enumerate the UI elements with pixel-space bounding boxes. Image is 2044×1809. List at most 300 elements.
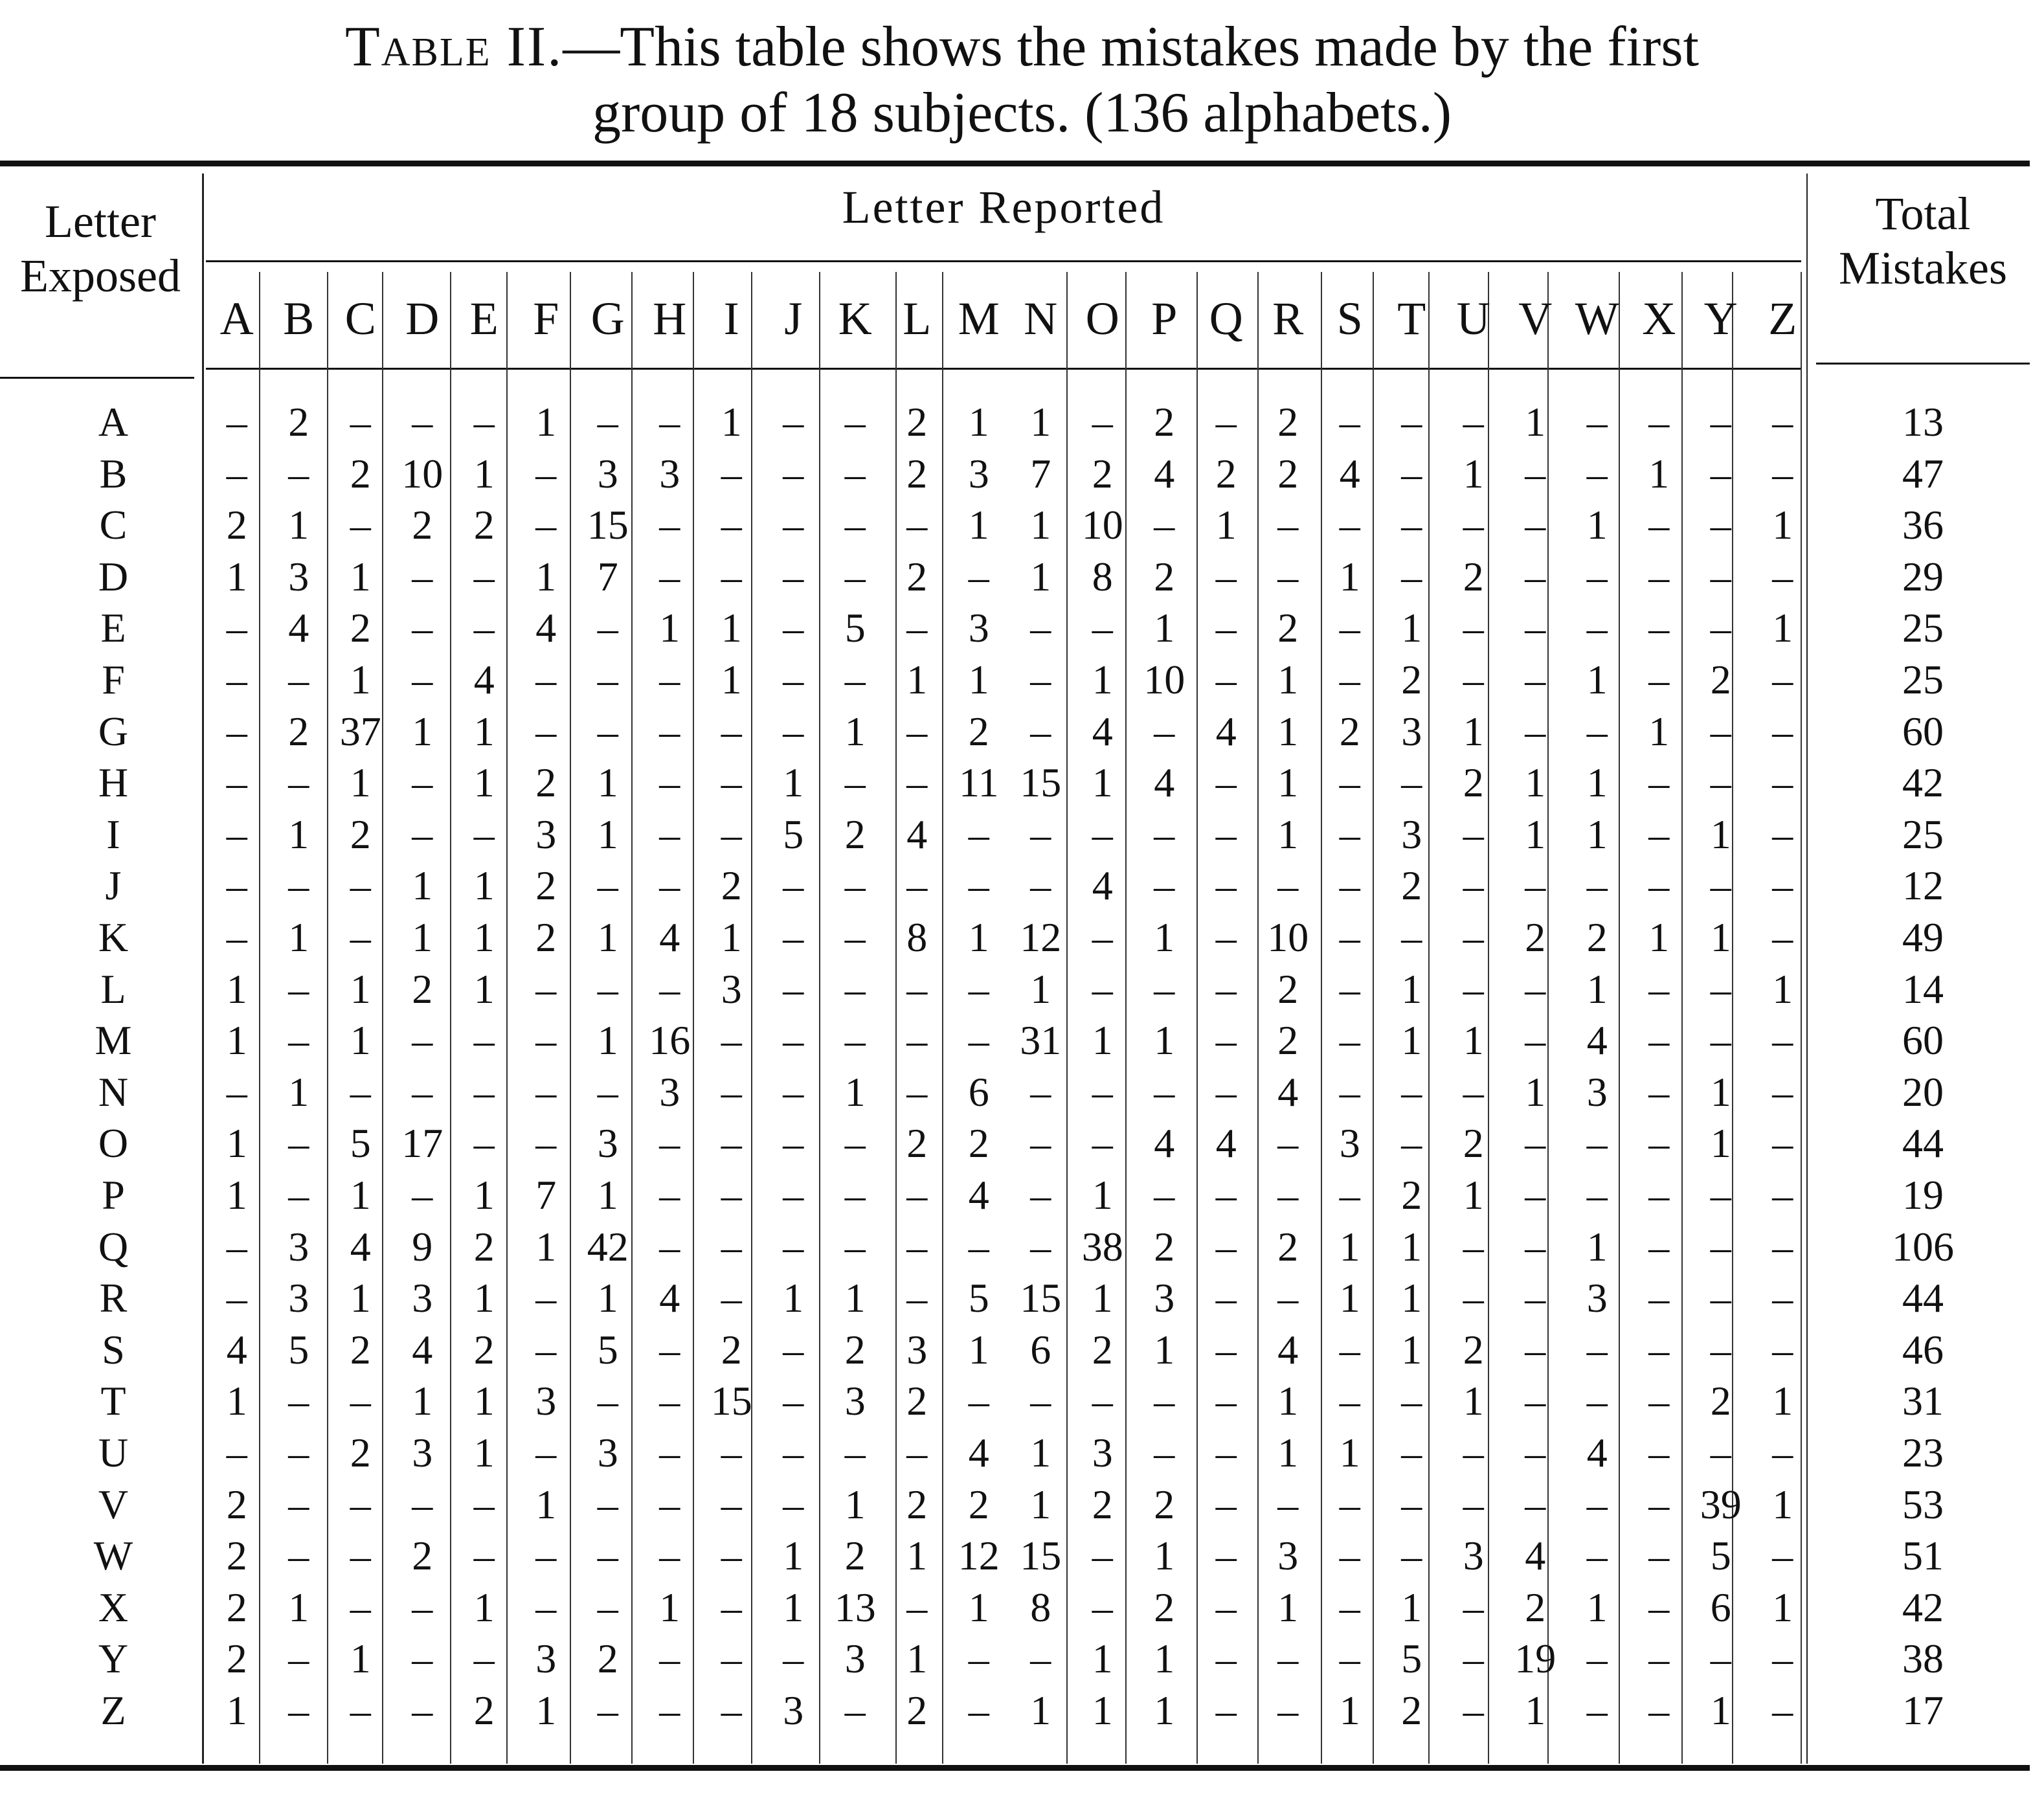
cell-y-b: – xyxy=(288,1635,309,1682)
row-label-r: R xyxy=(99,1275,128,1321)
cell-z-o: 1 xyxy=(1092,1687,1113,1733)
cell-a-a: – xyxy=(226,399,247,445)
cell-d-o: 8 xyxy=(1092,553,1113,600)
total-mistakes-w: 51 xyxy=(1902,1533,1944,1579)
cell-m-z: – xyxy=(1772,1017,1793,1064)
cell-z-m: – xyxy=(968,1687,989,1733)
cell-j-i: 2 xyxy=(721,862,742,909)
cell-d-u: 2 xyxy=(1463,553,1484,600)
cell-v-z: 1 xyxy=(1772,1481,1793,1527)
cell-o-j: – xyxy=(783,1120,804,1167)
cell-m-q: – xyxy=(1215,1017,1237,1064)
cell-t-e: 1 xyxy=(473,1378,495,1424)
cell-g-t: 3 xyxy=(1401,708,1422,754)
cell-q-f: 1 xyxy=(535,1223,557,1270)
column-header-k: K xyxy=(838,293,872,344)
cell-s-a: 4 xyxy=(226,1326,247,1373)
cell-c-u: – xyxy=(1463,502,1484,548)
cell-d-p: 2 xyxy=(1154,553,1175,600)
cell-y-s: – xyxy=(1339,1635,1360,1682)
cell-d-t: – xyxy=(1401,553,1422,600)
cell-h-b: – xyxy=(288,759,309,806)
cell-h-l: – xyxy=(906,759,928,806)
row-label-o: O xyxy=(98,1120,129,1167)
cell-u-m: 4 xyxy=(968,1430,989,1476)
total-mistakes-m: 60 xyxy=(1902,1017,1944,1064)
cell-l-w: 1 xyxy=(1586,965,1608,1012)
cell-n-p: – xyxy=(1154,1068,1175,1115)
cell-b-k: – xyxy=(844,450,866,497)
cell-g-w: – xyxy=(1586,708,1608,754)
cell-f-b: – xyxy=(288,657,309,702)
cell-f-o: 1 xyxy=(1092,657,1113,702)
cell-n-m: 6 xyxy=(968,1068,989,1115)
cell-h-u: 2 xyxy=(1463,759,1484,806)
cell-f-e: 4 xyxy=(473,657,495,702)
cell-x-b: 1 xyxy=(288,1584,309,1630)
cell-t-c: – xyxy=(350,1378,371,1424)
cell-q-m: – xyxy=(968,1223,989,1270)
cell-u-k: – xyxy=(844,1430,866,1476)
cell-o-x: – xyxy=(1648,1120,1670,1167)
cell-x-z: 1 xyxy=(1772,1584,1793,1630)
cell-y-g: 2 xyxy=(597,1635,618,1682)
cell-u-o: 3 xyxy=(1092,1430,1113,1476)
cell-c-k: – xyxy=(844,502,866,548)
row-label-g: G xyxy=(98,708,129,754)
cell-t-w: – xyxy=(1586,1378,1608,1424)
cell-z-v: 1 xyxy=(1525,1687,1546,1733)
letter-reported-underline xyxy=(206,260,1801,262)
cell-b-c: 2 xyxy=(350,450,371,497)
cell-w-a: 2 xyxy=(226,1533,247,1579)
cell-j-k: – xyxy=(844,862,866,909)
cell-u-i: – xyxy=(721,1430,742,1476)
cell-t-f: 3 xyxy=(535,1378,557,1424)
cell-f-c: 1 xyxy=(350,657,371,702)
cell-w-c: – xyxy=(350,1533,371,1579)
cell-u-z: – xyxy=(1772,1430,1793,1476)
total-mistakes-p: 19 xyxy=(1902,1172,1944,1218)
cell-s-p: 1 xyxy=(1154,1326,1175,1373)
total-mistakes-v: 53 xyxy=(1902,1481,1944,1527)
cell-k-h: 4 xyxy=(659,914,680,960)
total-mistakes-j: 12 xyxy=(1902,862,1944,909)
cell-r-e: 1 xyxy=(473,1275,495,1321)
cell-f-x: – xyxy=(1648,657,1670,702)
cell-r-d: 3 xyxy=(412,1275,433,1321)
cell-y-u: – xyxy=(1463,1635,1484,1682)
cell-a-f: 1 xyxy=(535,399,557,445)
cell-i-c: 2 xyxy=(350,811,371,857)
cell-v-b: – xyxy=(288,1481,309,1527)
cell-z-c: – xyxy=(350,1687,371,1733)
total-mistakes-g: 60 xyxy=(1902,708,1944,754)
cell-m-b: – xyxy=(288,1017,309,1064)
cell-i-a: – xyxy=(226,811,247,857)
letter-reported-header: Letter Reported xyxy=(842,181,1165,233)
cell-y-f: 3 xyxy=(535,1635,557,1682)
cell-n-s: – xyxy=(1339,1068,1360,1115)
cell-x-j: 1 xyxy=(783,1584,804,1630)
cell-k-b: 1 xyxy=(288,914,309,960)
column-header-s: S xyxy=(1336,293,1363,344)
cell-m-c: 1 xyxy=(350,1017,371,1064)
cell-y-h: – xyxy=(659,1635,680,1682)
cell-i-k: 2 xyxy=(844,811,866,857)
cell-l-v: – xyxy=(1525,965,1546,1012)
cell-u-b: – xyxy=(288,1430,309,1476)
cell-p-j: – xyxy=(783,1172,804,1218)
cell-p-p: – xyxy=(1154,1172,1175,1218)
cell-u-p: – xyxy=(1154,1430,1175,1476)
cell-t-l: 2 xyxy=(906,1378,928,1424)
cell-d-k: – xyxy=(844,553,866,600)
cell-j-l: – xyxy=(906,862,928,909)
cell-i-z: – xyxy=(1772,811,1793,857)
cell-s-b: 5 xyxy=(288,1326,309,1373)
cell-r-x: – xyxy=(1648,1275,1670,1321)
cell-f-q: – xyxy=(1215,657,1237,702)
cell-f-g: – xyxy=(597,657,618,702)
letter-exposed-line2: Exposed xyxy=(20,250,181,302)
cell-r-z: – xyxy=(1772,1275,1793,1321)
cell-d-e: – xyxy=(473,553,495,600)
cell-l-q: – xyxy=(1215,965,1237,1012)
cell-u-v: – xyxy=(1525,1430,1546,1476)
cell-p-b: – xyxy=(288,1172,309,1218)
cell-a-d: – xyxy=(412,399,433,445)
cell-y-t: 5 xyxy=(1401,1635,1422,1682)
cell-d-z: – xyxy=(1772,553,1793,600)
cell-i-d: – xyxy=(412,811,433,857)
cell-p-o: 1 xyxy=(1092,1172,1113,1218)
row-label-n: N xyxy=(98,1068,129,1115)
cell-i-o: – xyxy=(1092,811,1113,857)
cell-a-g: – xyxy=(597,399,618,445)
cell-b-y: – xyxy=(1710,450,1731,497)
cell-p-a: 1 xyxy=(226,1172,247,1218)
cell-h-f: 2 xyxy=(535,759,557,806)
cell-f-z: – xyxy=(1772,657,1793,702)
row-label-k: K xyxy=(98,914,129,960)
cell-q-s: 1 xyxy=(1339,1223,1360,1270)
column-header-q: Q xyxy=(1209,293,1243,344)
cell-r-c: 1 xyxy=(350,1275,371,1321)
cell-d-y: – xyxy=(1710,553,1731,600)
cell-l-d: 2 xyxy=(412,965,433,1012)
total-line2: Mistakes xyxy=(1839,242,2007,294)
cell-m-r: 2 xyxy=(1277,1017,1299,1064)
cell-l-p: – xyxy=(1154,965,1175,1012)
cell-d-b: 3 xyxy=(288,553,309,600)
cell-y-w: – xyxy=(1586,1635,1608,1682)
cell-o-m: 2 xyxy=(968,1120,989,1167)
cell-j-c: – xyxy=(350,862,371,909)
cell-s-t: 1 xyxy=(1401,1326,1422,1373)
cell-l-x: – xyxy=(1648,965,1670,1012)
total-mistakes-d: 29 xyxy=(1902,553,1944,600)
cell-a-b: 2 xyxy=(288,399,309,445)
row-label-j: J xyxy=(105,862,122,909)
cell-o-h: – xyxy=(659,1120,680,1167)
cell-p-u: 1 xyxy=(1463,1172,1484,1218)
cell-m-h: 16 xyxy=(649,1017,691,1064)
total-mistakes-t: 31 xyxy=(1902,1378,1944,1424)
cell-a-n: 1 xyxy=(1030,399,1051,445)
cell-q-z: – xyxy=(1772,1223,1793,1270)
cell-g-m: 2 xyxy=(968,708,989,754)
cell-t-v: – xyxy=(1525,1378,1546,1424)
cell-t-b: – xyxy=(288,1378,309,1424)
cell-b-g: 3 xyxy=(597,450,618,497)
cell-v-j: – xyxy=(783,1481,804,1527)
cell-q-k: – xyxy=(844,1223,866,1270)
cell-m-m: – xyxy=(968,1017,989,1064)
cell-q-t: 1 xyxy=(1401,1223,1422,1270)
cell-r-n: 15 xyxy=(1020,1275,1062,1321)
cell-v-u: – xyxy=(1463,1481,1484,1527)
cell-z-l: 2 xyxy=(906,1687,928,1733)
column-header-t: T xyxy=(1397,293,1426,344)
cell-u-f: – xyxy=(535,1430,557,1476)
cell-j-b: – xyxy=(288,862,309,909)
cell-x-v: 2 xyxy=(1525,1584,1546,1630)
cell-j-d: 1 xyxy=(412,862,433,909)
row-label-t: T xyxy=(100,1378,126,1424)
cell-h-e: 1 xyxy=(473,759,495,806)
cell-y-j: – xyxy=(783,1635,804,1682)
cell-j-z: – xyxy=(1772,862,1793,909)
cell-z-q: – xyxy=(1215,1687,1237,1733)
cell-v-p: 2 xyxy=(1154,1481,1175,1527)
cell-r-j: 1 xyxy=(783,1275,804,1321)
total-mistakes-s: 46 xyxy=(1902,1326,1944,1373)
cell-l-s: – xyxy=(1339,965,1360,1012)
cell-u-s: 1 xyxy=(1339,1430,1360,1476)
cell-s-w: – xyxy=(1586,1326,1608,1373)
cell-b-d: 10 xyxy=(401,450,444,497)
cell-t-m: – xyxy=(968,1378,989,1424)
cell-f-l: 1 xyxy=(906,657,928,702)
cell-r-m: 5 xyxy=(968,1275,989,1321)
cell-c-t: – xyxy=(1401,502,1422,548)
column-header-e: E xyxy=(469,293,499,344)
cell-h-i: – xyxy=(721,759,742,806)
cell-c-q: 1 xyxy=(1215,502,1237,548)
cell-e-p: 1 xyxy=(1154,605,1175,651)
cell-b-u: 1 xyxy=(1463,450,1484,497)
cell-l-r: 2 xyxy=(1277,965,1299,1012)
cell-p-r: – xyxy=(1277,1172,1299,1218)
cell-n-v: 1 xyxy=(1525,1068,1546,1115)
cell-l-n: 1 xyxy=(1030,965,1051,1012)
cell-n-t: – xyxy=(1401,1068,1422,1115)
column-header-d: D xyxy=(405,293,440,344)
cell-k-y: 1 xyxy=(1710,914,1731,960)
cell-y-p: 1 xyxy=(1154,1635,1175,1682)
cell-x-o: – xyxy=(1092,1584,1113,1630)
cell-e-o: – xyxy=(1092,605,1113,651)
cell-k-u: – xyxy=(1463,914,1484,960)
cell-s-l: 3 xyxy=(906,1326,928,1373)
cell-a-w: – xyxy=(1586,399,1608,445)
cell-r-g: 1 xyxy=(597,1275,618,1321)
cell-h-y: – xyxy=(1710,759,1731,806)
cell-l-o: – xyxy=(1092,965,1113,1012)
cell-r-y: – xyxy=(1710,1275,1731,1321)
cell-x-q: – xyxy=(1215,1584,1237,1630)
cell-c-h: – xyxy=(659,502,680,548)
cell-l-e: 1 xyxy=(473,965,495,1012)
cell-j-p: – xyxy=(1154,862,1175,909)
cell-b-b: – xyxy=(288,450,309,497)
cell-g-z: – xyxy=(1772,708,1793,754)
cell-r-a: – xyxy=(226,1275,247,1321)
cell-n-d: – xyxy=(412,1068,433,1115)
cell-q-x: – xyxy=(1648,1223,1670,1270)
cell-n-w: 3 xyxy=(1586,1068,1608,1115)
cell-p-d: – xyxy=(412,1172,433,1218)
cell-a-x: – xyxy=(1648,399,1670,445)
cell-u-a: – xyxy=(226,1430,247,1476)
cell-y-q: – xyxy=(1215,1635,1237,1682)
cell-w-n: 15 xyxy=(1020,1533,1062,1579)
cell-v-w: – xyxy=(1586,1481,1608,1527)
cell-t-o: – xyxy=(1092,1378,1113,1424)
cell-a-c: – xyxy=(350,399,371,445)
cell-s-g: 5 xyxy=(597,1326,618,1373)
cell-o-c: 5 xyxy=(350,1120,371,1167)
cell-o-l: 2 xyxy=(906,1120,928,1167)
exposed-divider-line xyxy=(202,174,204,1764)
cell-y-n: – xyxy=(1030,1635,1051,1682)
cell-b-m: 3 xyxy=(968,450,989,497)
cell-v-q: – xyxy=(1215,1481,1237,1527)
cell-p-m: 4 xyxy=(968,1172,989,1218)
cell-k-o: – xyxy=(1092,914,1113,960)
cell-s-z: – xyxy=(1772,1326,1793,1373)
row-label-d: D xyxy=(98,553,129,600)
cell-t-x: – xyxy=(1648,1378,1670,1424)
cell-r-b: 3 xyxy=(288,1275,309,1321)
cell-n-u: – xyxy=(1463,1068,1484,1115)
cell-u-t: – xyxy=(1401,1430,1422,1476)
cell-n-l: – xyxy=(906,1068,928,1115)
cell-h-p: 4 xyxy=(1154,759,1175,806)
cell-x-k: 13 xyxy=(834,1584,876,1630)
cell-j-h: – xyxy=(659,862,680,909)
cell-f-f: – xyxy=(535,657,557,702)
cell-a-u: – xyxy=(1463,399,1484,445)
cell-o-w: – xyxy=(1586,1120,1608,1167)
cell-o-k: – xyxy=(844,1120,866,1167)
cell-p-q: – xyxy=(1215,1172,1237,1218)
cell-j-v: – xyxy=(1525,862,1546,909)
cell-l-j: – xyxy=(783,965,804,1012)
cell-w-z: – xyxy=(1772,1533,1793,1579)
cell-j-r: – xyxy=(1277,862,1299,909)
cell-p-l: – xyxy=(906,1172,928,1218)
cell-z-f: 1 xyxy=(535,1687,557,1733)
cell-d-f: 1 xyxy=(535,553,557,600)
cell-e-m: 3 xyxy=(968,605,989,651)
cell-g-p: – xyxy=(1154,708,1175,754)
cell-y-k: 3 xyxy=(844,1635,866,1682)
cell-d-n: 1 xyxy=(1030,553,1051,600)
cell-w-u: 3 xyxy=(1463,1533,1484,1579)
cell-s-e: 2 xyxy=(473,1326,495,1373)
cell-b-j: – xyxy=(783,450,804,497)
cell-o-b: – xyxy=(288,1120,309,1167)
cell-h-a: – xyxy=(226,759,247,806)
cell-e-v: – xyxy=(1525,605,1546,651)
cell-o-a: 1 xyxy=(226,1120,247,1167)
cell-f-j: – xyxy=(783,657,804,702)
cell-z-r: – xyxy=(1277,1687,1299,1733)
cell-n-e: – xyxy=(473,1068,495,1115)
cell-h-w: 1 xyxy=(1586,759,1608,806)
cell-v-n: 1 xyxy=(1030,1481,1051,1527)
cell-a-m: 1 xyxy=(968,399,989,445)
cell-a-h: – xyxy=(659,399,680,445)
cell-g-r: 1 xyxy=(1277,708,1299,754)
cell-s-c: 2 xyxy=(350,1326,371,1373)
cell-e-y: – xyxy=(1710,605,1731,651)
cell-p-f: 7 xyxy=(535,1172,557,1218)
cell-f-a: – xyxy=(226,657,247,702)
cell-f-v: – xyxy=(1525,657,1546,702)
cell-e-s: – xyxy=(1339,605,1360,651)
cell-m-p: 1 xyxy=(1154,1017,1175,1064)
cell-q-e: 2 xyxy=(473,1223,495,1270)
cell-d-i: – xyxy=(721,553,742,600)
cell-n-b: 1 xyxy=(288,1068,309,1115)
cell-b-q: 2 xyxy=(1215,450,1237,497)
cell-w-p: 1 xyxy=(1154,1533,1175,1579)
cell-h-n: 15 xyxy=(1020,759,1062,806)
letter-exposed-line1: Letter xyxy=(45,196,156,247)
cell-u-u: – xyxy=(1463,1430,1484,1476)
cell-v-s: – xyxy=(1339,1481,1360,1527)
cell-j-j: – xyxy=(783,862,804,909)
cell-u-r: 1 xyxy=(1277,1430,1299,1476)
cell-f-i: 1 xyxy=(721,657,742,702)
cell-q-q: – xyxy=(1215,1223,1237,1270)
cell-k-q: – xyxy=(1215,914,1237,960)
cell-b-o: 2 xyxy=(1092,450,1113,497)
cell-f-d: – xyxy=(412,657,433,702)
cell-l-l: – xyxy=(906,965,928,1012)
cell-o-e: – xyxy=(473,1120,495,1167)
cell-g-f: – xyxy=(535,708,557,754)
cell-j-u: – xyxy=(1463,862,1484,909)
cell-m-e: – xyxy=(473,1017,495,1064)
cell-i-l: 4 xyxy=(906,811,928,857)
cell-p-x: – xyxy=(1648,1172,1670,1218)
cell-w-i: – xyxy=(721,1533,742,1579)
cell-e-d: – xyxy=(412,605,433,651)
cell-e-j: – xyxy=(783,605,804,651)
cell-x-p: 2 xyxy=(1154,1584,1175,1630)
cell-c-y: – xyxy=(1710,502,1731,548)
cell-w-m: 12 xyxy=(958,1533,1000,1579)
cell-n-j: – xyxy=(783,1068,804,1115)
cell-q-l: – xyxy=(906,1223,928,1270)
cell-y-l: 1 xyxy=(906,1635,928,1682)
cell-u-d: 3 xyxy=(412,1430,433,1476)
cell-k-k: – xyxy=(844,914,866,960)
